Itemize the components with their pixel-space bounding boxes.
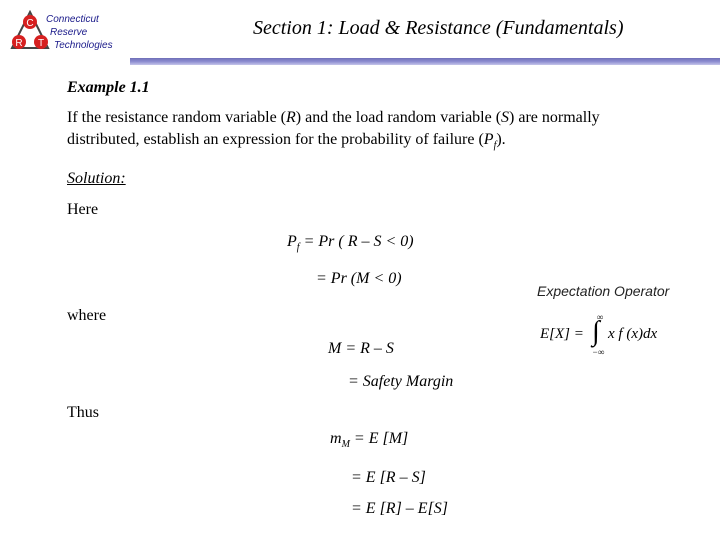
equation-er-minus-es: = E [R] – E[S] xyxy=(351,500,449,517)
page-title: Section 1: Load & Resistance (Fundamentals) xyxy=(253,17,624,39)
logo-line-3: Technologies xyxy=(54,40,113,51)
expectation-operator-title: Expectation Operator xyxy=(537,283,670,299)
formula-integrand: x f (x)dx xyxy=(608,326,658,342)
thus-label: Thus xyxy=(67,404,99,421)
logo-letter-t: T xyxy=(37,38,45,49)
logo-line-2: Reserve xyxy=(50,27,88,38)
logo-line-1: Connecticut xyxy=(46,14,99,25)
expectation-formula xyxy=(540,310,680,363)
equation-pr-m: = Pr (M < 0) xyxy=(316,270,402,287)
crt-triangle-logo-icon xyxy=(10,10,50,52)
integral-sign-icon: ∫ xyxy=(592,316,600,347)
company-logo xyxy=(10,10,140,56)
equation-e-r-minus-s: = E [R – S] xyxy=(351,469,426,486)
example-title: Example 1.1 xyxy=(67,79,150,96)
integral-lower-limit: −∞ xyxy=(592,347,605,357)
equation-margin: M = R – S xyxy=(328,340,394,357)
equation-pf: $P_f = Pr$ ( R – S < 0) xyxy=(287,233,414,254)
logo-letter-c: C xyxy=(26,18,34,29)
formula-lhs: E[X] = xyxy=(540,326,584,342)
here-label: Here xyxy=(67,201,99,218)
safety-margin-label: = Safety Margin xyxy=(348,373,454,390)
solution-label: Solution: xyxy=(67,170,126,187)
where-label: where xyxy=(67,307,107,324)
integral-formula-graphic xyxy=(540,310,680,358)
example-statement: If the resistance random variable (R) and the load random variable (S) are normally distributed, establish an expression for the probability of failure $(P_f)$. xyxy=(67,109,600,152)
logo-letter-r: R xyxy=(15,38,23,49)
header-divider xyxy=(130,58,720,65)
integral-upper-limit: ∞ xyxy=(597,312,604,322)
equation-mean-m: $m_M = E$ [M] xyxy=(330,430,409,451)
